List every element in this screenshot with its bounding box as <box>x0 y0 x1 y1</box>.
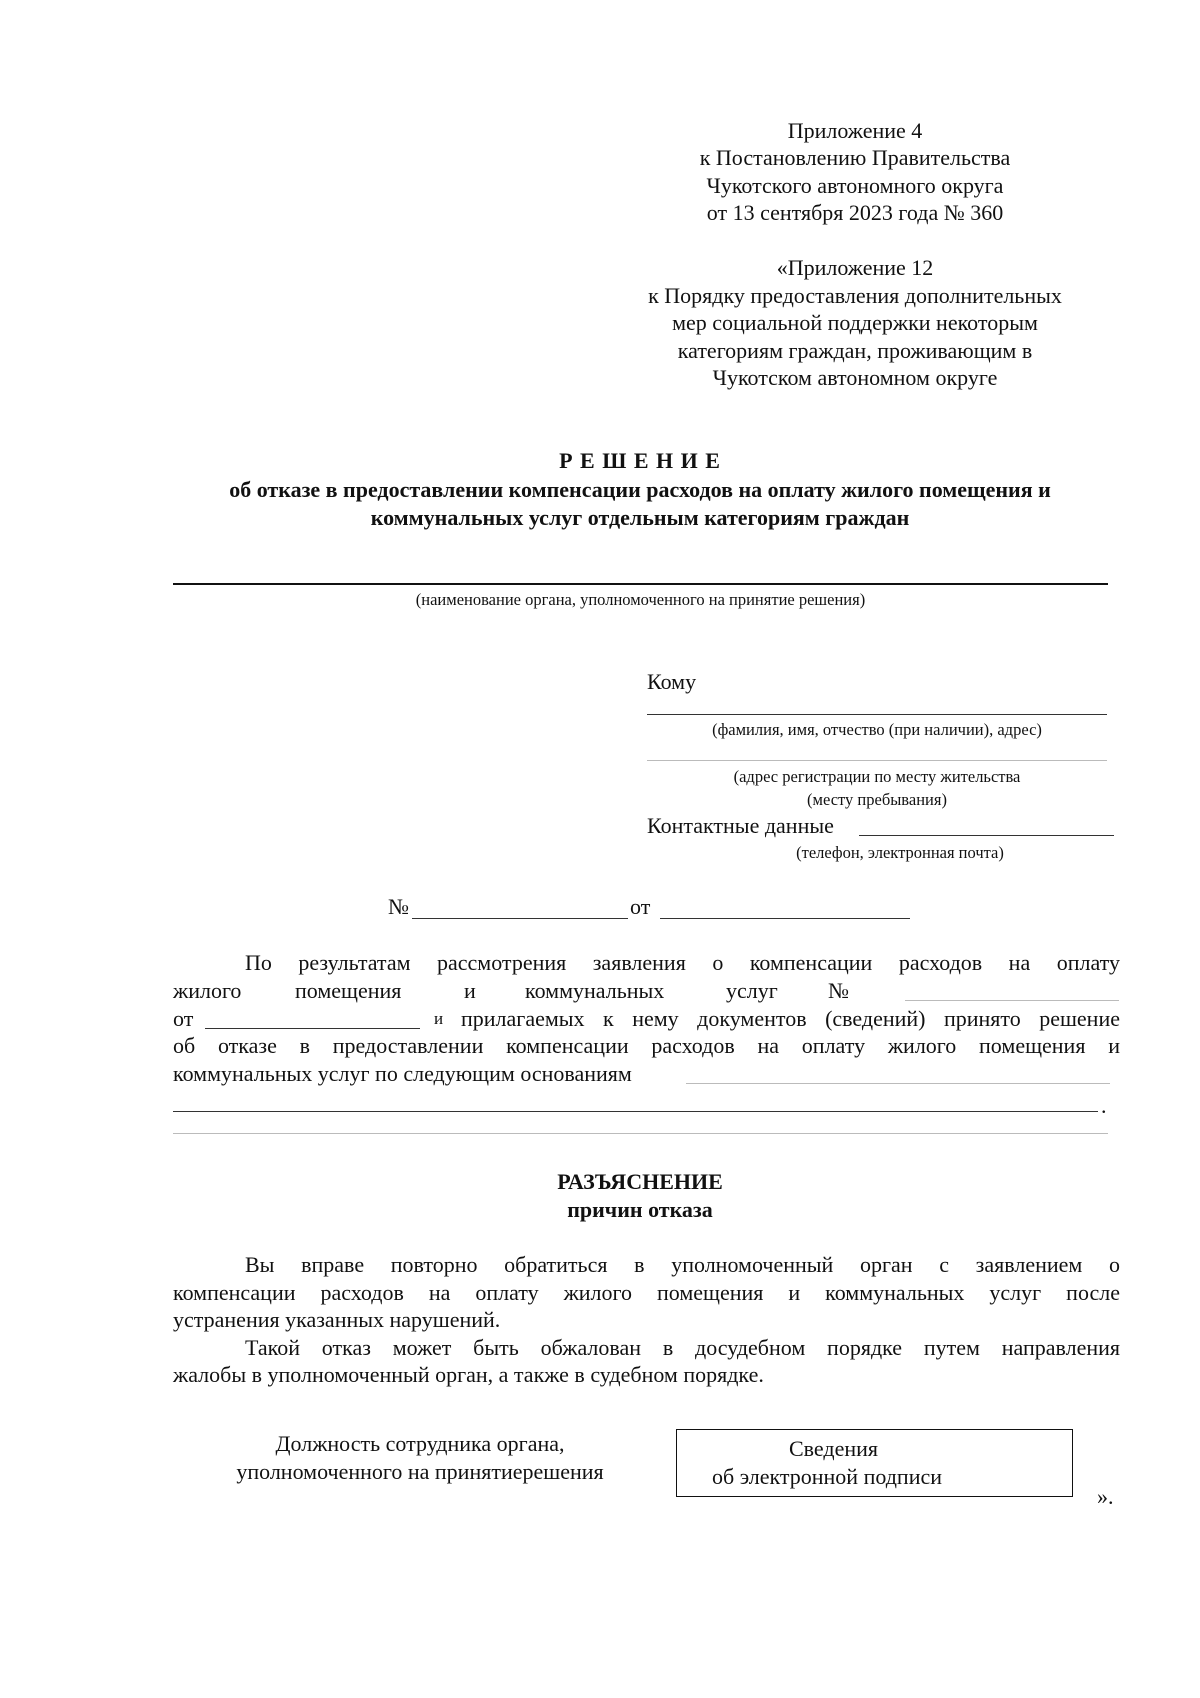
date-field[interactable] <box>660 918 910 919</box>
document-subtitle: коммунальных услуг отдельным категориям граждан <box>370 505 910 530</box>
official-position: Должность сотрудника органа, <box>275 1431 565 1456</box>
number-field[interactable] <box>412 918 628 919</box>
explanation-paragraph-line: Вы вправе повторно обратиться в уполномоченный орган с заявлением о <box>245 1252 1120 1277</box>
body-paragraph-line: об отказе в предоставлении компенсации расходов на оплату жилого помещения и <box>173 1033 1120 1058</box>
application-date-field[interactable] <box>205 1028 420 1029</box>
contacts-label: Контактные данные <box>647 813 834 838</box>
electronic-signature-box <box>676 1429 1073 1497</box>
document-title: Р Е Ш Е Н И Е <box>559 448 721 473</box>
body-word: жилого <box>173 978 242 1003</box>
appendix-line: Чукотского автономного округа <box>706 173 1004 198</box>
official-position: уполномоченного на принятиерешения <box>236 1459 604 1484</box>
recipient-name-caption: (фамилия, имя, отчество (при наличии), адрес) <box>712 720 1042 739</box>
appendix-line: мер социальной поддержки некоторым <box>672 310 1038 335</box>
appendix-line: «Приложение 12 <box>776 255 934 280</box>
grounds-field[interactable] <box>686 1083 1110 1084</box>
body-word: и <box>434 1009 444 1028</box>
appendix-line: к Порядку предоставления дополнительных <box>648 283 1062 308</box>
body-word: коммунальных <box>525 978 665 1003</box>
esig-label: Сведения <box>789 1436 879 1461</box>
address-caption: (адрес регистрации по месту жительства <box>733 767 1021 786</box>
appendix-line: Чукотском автономном округе <box>712 365 998 390</box>
body-word: услуг <box>726 978 778 1003</box>
appendix-date-number: от 13 сентября 2023 года № 360 <box>706 200 1004 225</box>
appendix-line: к Постановлению Правительства <box>699 145 1011 170</box>
number-label: № <box>388 894 409 919</box>
explanation-paragraph-line: устранения указанных нарушений. <box>173 1307 501 1332</box>
application-number-field[interactable] <box>905 1000 1119 1001</box>
document-subtitle: об отказе в предоставлении компенсации расходов на оплату жилого помещения и <box>229 477 1051 502</box>
explanation-paragraph-line: жалобы в уполномоченный орган, а также в судебном порядке. <box>173 1362 764 1387</box>
grounds-end-dot: . <box>1101 1093 1107 1118</box>
explanation-paragraph-line: Такой отказ может быть обжалован в досудебном порядке путем направления <box>245 1335 1120 1360</box>
body-paragraph-line: прилагаемых к нему документов (сведений) принято решение <box>461 1006 1120 1031</box>
body-paragraph-line: По результатам рассмотрения заявления о компенсации расходов на оплату <box>245 950 1120 975</box>
body-word: от <box>173 1006 194 1031</box>
body-word: № <box>828 978 849 1003</box>
contacts-field[interactable] <box>859 835 1114 836</box>
address-caption: (месту пребывания) <box>807 790 947 809</box>
body-paragraph-line: коммунальных услуг по следующим основаниям <box>173 1061 632 1086</box>
contacts-caption: (телефон, электронная почта) <box>796 843 1004 862</box>
explanation-title: РАЗЪЯСНЕНИЕ <box>557 1169 723 1194</box>
grounds-field[interactable] <box>173 1111 1098 1112</box>
body-word: и <box>464 978 476 1003</box>
closing-quote: ». <box>1097 1484 1114 1509</box>
to-label: Кому <box>647 669 697 694</box>
appendix-line: категориям граждан, проживающим в <box>677 338 1033 363</box>
recipient-address-field[interactable] <box>647 760 1107 761</box>
grounds-field[interactable] <box>173 1133 1108 1134</box>
esig-label: об электронной подписи <box>712 1464 943 1489</box>
recipient-name-field[interactable] <box>647 714 1107 715</box>
appendix-line: Приложение 4 <box>787 118 923 143</box>
organ-caption: (наименование органа, уполномоченного на принятие решения) <box>415 590 866 609</box>
explanation-subtitle: причин отказа <box>567 1197 713 1222</box>
explanation-paragraph-line: компенсации расходов на оплату жилого помещения и коммунальных услуг после <box>173 1280 1120 1305</box>
organ-name-field[interactable] <box>173 583 1108 585</box>
body-word: помещения <box>295 978 402 1003</box>
from-label: от <box>630 894 651 919</box>
